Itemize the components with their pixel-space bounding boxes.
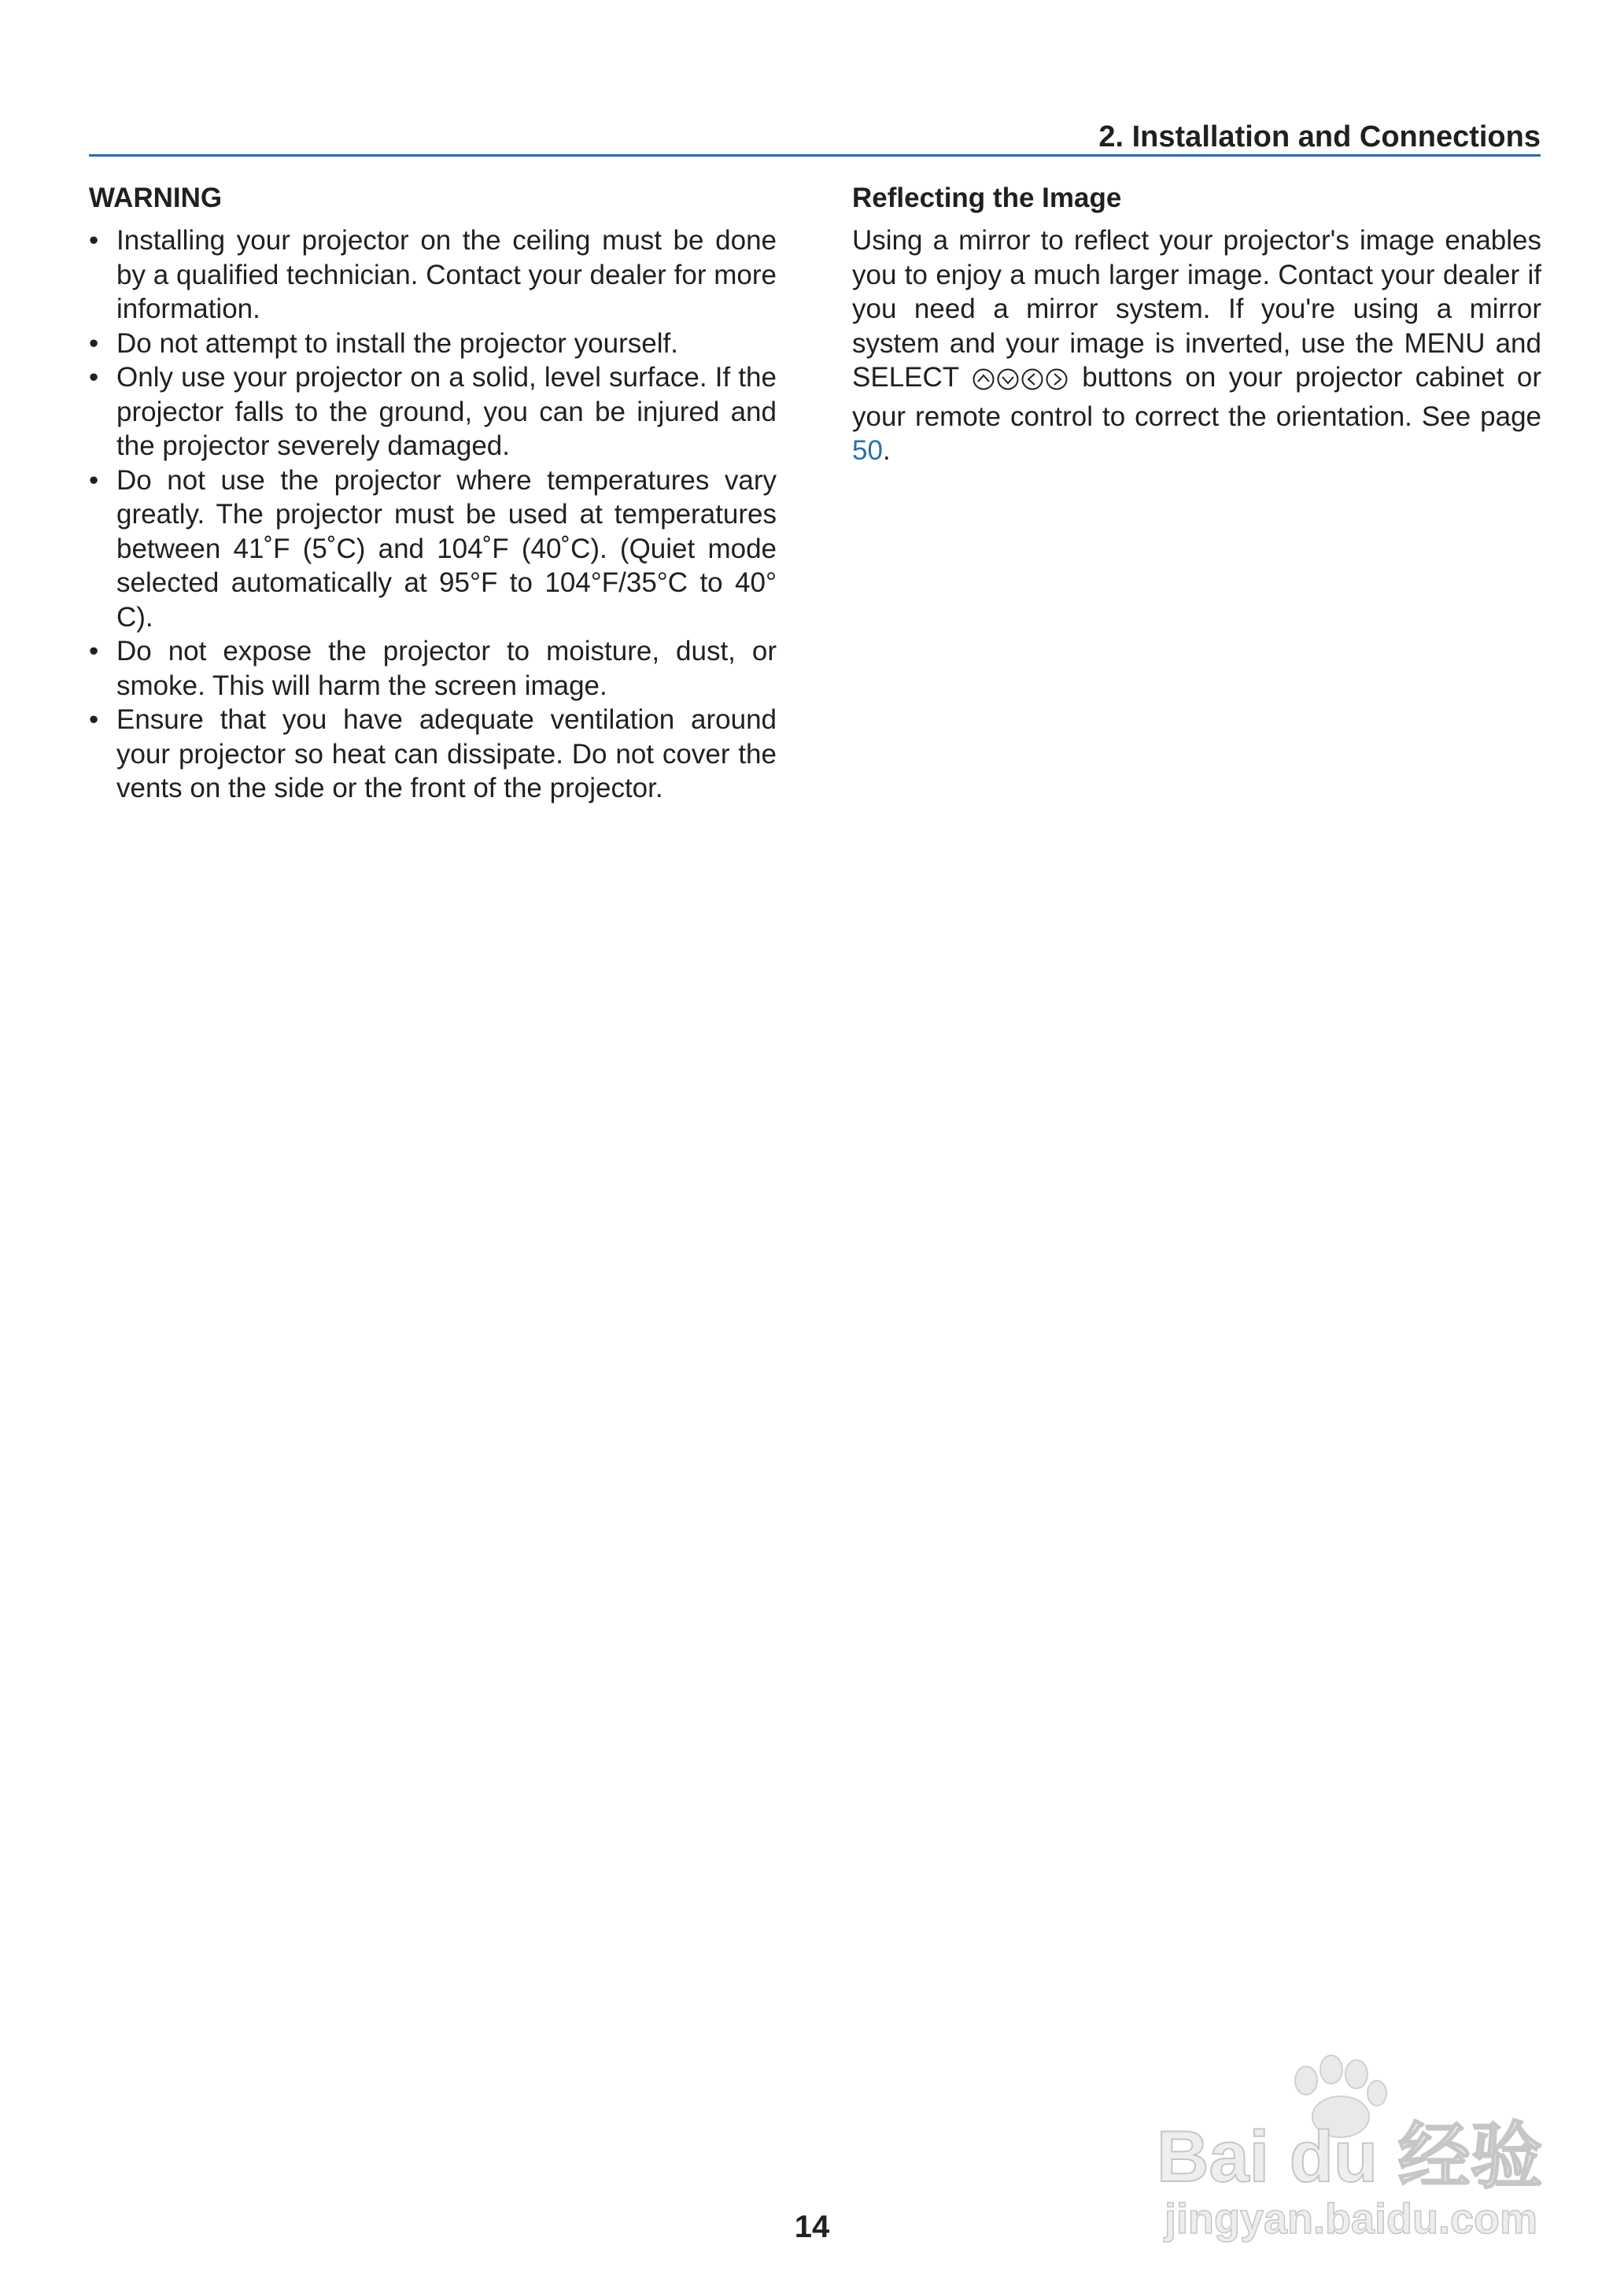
warning-text: Installing your projector on the ceiling must be done by a qualified technician. Contact your dealer for more information. (116, 225, 777, 324)
arrow-up-button-icon (972, 367, 995, 391)
warning-item (89, 703, 777, 806)
section-title: 2. Installation and Connections (1098, 120, 1541, 153)
warning-item (89, 463, 777, 635)
baidu-jingyan-watermark (1149, 2054, 1558, 2243)
watermark-brand: Bai du 经验 (1157, 2117, 1543, 2197)
paw-toe-icon (1345, 2060, 1367, 2088)
paw-toe-icon (1295, 2066, 1317, 2095)
reflecting-text-2: buttons on your projector cabinet or your remote control to correct the orientation. See page (852, 362, 1542, 432)
warning-text: Do not expose the projector to moisture, dust, or smoke. This will harm the screen image. (116, 636, 777, 701)
warning-list (89, 223, 777, 806)
paw-toe-icon (1320, 2055, 1342, 2084)
select-buttons (972, 365, 1069, 400)
page-header (89, 116, 1541, 157)
bullet-icon: • (89, 704, 99, 735)
warning-text: Do not use the projector where temperatures vary greatly. The projector must be used at temperatures between 41˚F (5˚C) and 104˚F (40˚C). (Quiet mode selected automatically at 95°F to 104°F/35°C to 40° C). (116, 464, 777, 633)
paw-toe-icon (1367, 2081, 1386, 2106)
bullet-icon: • (89, 464, 99, 496)
bullet-icon: • (89, 636, 99, 666)
warning-text: Do not attempt to install the projector yourself. (116, 327, 678, 359)
reflecting-text-end: . (882, 435, 891, 466)
reflecting-text-1: Using a mirror to reflect your projector's image enables you to enjoy a much larger image. Contact your dealer if you need a mirror system. If you're using a mirror system and your image is inverted, use the MENU and SELECT (852, 225, 1541, 393)
bullet-icon: • (89, 225, 99, 256)
page-reference-link[interactable]: 50 (852, 435, 883, 466)
warning-item (89, 327, 777, 361)
arrow-left-button-icon (1021, 367, 1044, 391)
page-number: 14 (794, 2210, 830, 2244)
bullet-icon: • (89, 362, 99, 393)
reflecting-heading: Reflecting the Image (852, 183, 1122, 213)
arrow-right-button-icon (1045, 367, 1069, 391)
reflecting-column (852, 181, 1541, 468)
warning-item (89, 223, 777, 327)
header-divider (89, 154, 1541, 157)
warning-heading: WARNING (89, 183, 223, 213)
warning-item (89, 360, 777, 463)
reflecting-paragraph (852, 223, 1541, 468)
watermark-url: jingyan.baidu.com (1164, 2195, 1538, 2243)
warning-text: Ensure that you have adequate ventilation around your projector so heat can dissipate. Do not cover the vents on the side or the front of the projector. (116, 704, 777, 803)
warning-item (89, 634, 777, 703)
warning-text: Only use your projector on a solid, level surface. If the projector falls to the ground, you can be injured and the projector severely damaged. (116, 362, 777, 461)
bullet-icon: • (89, 327, 99, 359)
arrow-down-button-icon (996, 367, 1020, 391)
warning-column (89, 181, 777, 806)
